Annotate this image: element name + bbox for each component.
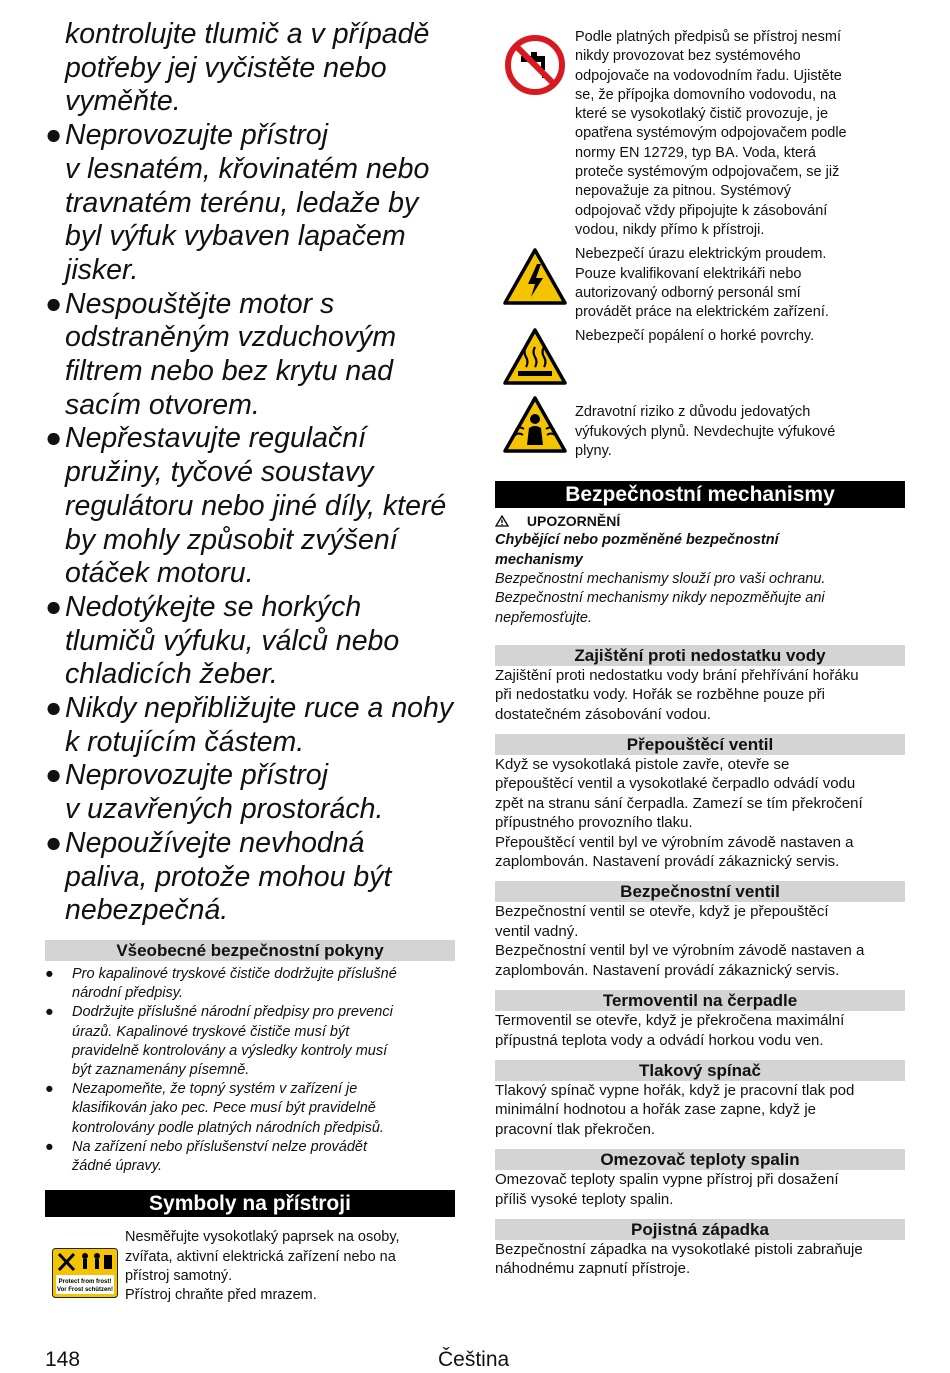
text-line: Bezpečnostní mechanismy slouží pro vaši ochranu. [495, 570, 826, 587]
text-line: k rotujícím částem. [65, 725, 305, 758]
text-line: Nepoužívejte nevhodná [65, 826, 365, 859]
bullet-item [45, 759, 455, 826]
bullet-item [45, 422, 455, 591]
symbol-row [495, 28, 905, 240]
text-line: Na zařízení nebo příslušenství nelze provádět [72, 1138, 367, 1155]
text-line: minimální hodnotou a hořák zase zapne, když je [495, 1101, 817, 1119]
text-line: mechanismy [495, 551, 583, 568]
section-heading: Omezovač teploty spalin [495, 1149, 905, 1170]
bullet-item [45, 692, 455, 759]
symbol-description [575, 245, 829, 322]
text-line: nikdy provozovat bez systémového [575, 48, 801, 65]
text-line: vyměňte. [65, 85, 181, 118]
label-line: Vor Frost schützen! [57, 1287, 113, 1294]
bullet-item [45, 119, 455, 288]
intro-text [45, 18, 455, 119]
text-line: Bezpečnostní západka na vysokotlaké pistoli zabraňuje [495, 1240, 863, 1258]
text-line: přípustného provozního tlaku. [495, 814, 693, 832]
warning-label-text: UPOZORNĚNÍ [526, 513, 621, 530]
text-line: přepouštěcí ventil a vysokotlaké čerpadlo odvádí vodu [495, 775, 856, 793]
bullet-dot: ● [45, 826, 63, 859]
text-line: Neprovozujte přístroj [65, 119, 328, 152]
bullet-dot: ● [45, 692, 63, 725]
section-heading: Bezpečnostní ventil [495, 881, 905, 902]
text-line: nepovažuje za pitnou. Systémový [575, 183, 792, 200]
text-line: Nepřestavujte regulační [65, 422, 367, 455]
text-line: při nedostatku vody. Hořák se rozběhne pouze při [495, 686, 825, 704]
section-heading-safety-mechanisms: Bezpečnostní mechanismy [495, 481, 905, 508]
text-line: dostatečném zásobování vodou. [495, 705, 711, 723]
symbol-row [495, 327, 905, 387]
text-line: Termoventil se otevře, když je překročena maximální [495, 1012, 845, 1030]
symbol-description [575, 395, 835, 461]
list-item [45, 1080, 455, 1138]
text-line: přípustná teplota vody a odvádí horkou vodu ven. [495, 1031, 824, 1049]
text-line: Nebezpečí úrazu elektrickým proudem. [575, 246, 827, 263]
text-line: odpojovače na vodovodním řadu. Ujistěte [575, 67, 842, 84]
no-direct-water-connection-icon [495, 28, 575, 96]
text-line: Nebezpečí popálení o horké povrchy. [575, 328, 815, 345]
bullet-dot: ● [45, 590, 63, 623]
text-line: Nezapomeňte, že topný systém v zařízení je [72, 1081, 358, 1098]
section-heading: Přepouštěcí ventil [495, 734, 905, 755]
page-number: 148 [45, 1348, 81, 1371]
text-line: v lesnatém, křovinatém nebo [65, 152, 430, 185]
bullet-dot: ● [45, 1004, 54, 1021]
bullet-dot: ● [45, 119, 63, 152]
text-line: Podle platných předpisů se přístroj nesmí [575, 29, 841, 45]
bullet-item [45, 591, 455, 692]
text-line: náhodnému zapnutí přístroje. [495, 1260, 691, 1278]
text-line: kontrolovány podle platných národních předpisů. [72, 1119, 384, 1136]
text-line: které se vysokotlaký čistič provozuje, je [575, 106, 829, 123]
general-safety-list [45, 965, 455, 1176]
text-line: Tlakový spínač vypne hořák, když je pracovní tlak pod [495, 1081, 855, 1099]
text-line: Bezpečnostní ventil byl ve výrobním závodě nastaven a [495, 942, 865, 960]
text-line: odpojovač vždy připojujte k zásobování [575, 202, 828, 219]
text-line: se, že přípojka domovního vodovodu, na [575, 86, 837, 103]
text-line: klasifikován jako pec. Pece musí být pravidelně [72, 1100, 376, 1117]
text-line: regulátoru nebo jiné díly, které [65, 489, 447, 522]
text-line: Pro kapalinové tryskové čističe dodržujte příslušné [72, 965, 397, 982]
text-line: tlumičů výfuku, válců nebo [65, 624, 400, 657]
footer-language: Čeština [438, 1348, 510, 1371]
section-heading: Zajištění proti nedostatku vody [495, 645, 905, 666]
left-column [45, 18, 455, 1305]
text-line: Omezovač teploty spalin vypne přístroj při dosažení [495, 1171, 839, 1189]
list-item [45, 1003, 455, 1080]
section-heading-general-safety: Všeobecné bezpečnostní pokyny [45, 940, 455, 961]
text-line: v uzavřených prostorách. [65, 793, 384, 826]
text-line: by mohly způsobit zvýšení [65, 523, 398, 556]
warning-triangle-icon [495, 515, 509, 527]
symbol-description [575, 28, 847, 240]
text-line: zpět na stranu sání čerpadla. Zamezí se tím překročení [495, 794, 863, 812]
text-line: příliš vysoké teploty spalin. [495, 1190, 674, 1208]
text-line: kontrolujte tlumič a v případě [65, 18, 430, 50]
text-line: byl výfuk vybaven lapačem [65, 220, 406, 253]
text-line: zaplombován. Nastavení provádí zákaznický servis. [495, 961, 840, 979]
bullet-dot: ● [45, 1138, 54, 1155]
text-line: nepřemosťujte. [495, 609, 593, 626]
section-text [495, 1081, 905, 1139]
bullet-dot: ● [45, 422, 63, 455]
text-line: vodou, nikdy přímo k přístroji. [575, 221, 765, 238]
text-line: otáček motoru. [65, 557, 254, 590]
text-line: Pouze kvalifikovaní elektrikáři nebo [575, 265, 802, 282]
text-line: Když se vysokotlaká pistole zavře, otevře se [495, 756, 790, 774]
section-text [495, 755, 905, 871]
right-column [495, 28, 905, 1279]
symbol-description [125, 1228, 400, 1305]
text-line: Přístroj chraňte před mrazem. [125, 1287, 317, 1304]
symbol-description [575, 327, 814, 346]
engine-safety-list [45, 18, 455, 928]
symbol-row [495, 395, 905, 461]
text-line: Zdravotní riziko z důvodu jedovatých [575, 404, 811, 421]
warning-label [495, 512, 905, 531]
text-line: odstraněným vzduchovým [65, 321, 397, 354]
label-line: Protect from frost! [58, 1279, 112, 1286]
section-text [495, 1240, 905, 1279]
text-line: chladicích žeber. [65, 658, 278, 691]
text-line: filtrem nebo bez krytu nad [65, 355, 393, 388]
text-line: Přepouštěcí ventil byl ve výrobním závodě nastaven a [495, 833, 854, 851]
text-line: nebezpečná. [65, 894, 229, 927]
text-line: opatřena systémovým odpojovačem podle [575, 125, 847, 142]
text-line: provádět práce na elektrickém zařízení. [575, 304, 829, 321]
text-line: Nespouštějte motor s [65, 287, 335, 320]
bullet-item [45, 288, 455, 423]
text-line: ventil vadný. [495, 922, 579, 940]
text-line: úrazů. Kapalinové tryskové čističe musí být [72, 1023, 350, 1040]
text-line: proteče systémovým odpojovačem, se již [575, 164, 840, 181]
text-line: Dodržujte příslušné národní předpisy pro prevenci [72, 1004, 393, 1021]
text-line: zaplombován. Nastavení provádí zákaznický servis. [495, 853, 840, 871]
text-line: národní předpisy. [72, 985, 183, 1002]
section-text [495, 1170, 905, 1209]
text-line: sacím otvorem. [65, 388, 260, 421]
section-text [495, 666, 905, 724]
text-line: zvířata, aktivní elektrická zařízení nebo na [125, 1248, 396, 1265]
symbol-row [45, 1228, 455, 1305]
text-line: Neprovozujte přístroj [65, 759, 328, 792]
text-line: přístroj samotný. [125, 1267, 233, 1284]
list-item [45, 965, 455, 1003]
section-heading: Pojistná západka [495, 1219, 905, 1240]
text-line: autorizovaný odborný personál smí [575, 284, 801, 301]
text-line: Nikdy nepřibližujte ruce a nohy [65, 692, 454, 725]
text-line: pravidelně kontrolovány a výsledky kontroly musí [72, 1042, 388, 1059]
text-line: Nedotýkejte se horkých [65, 590, 362, 623]
bullet-dot: ● [45, 965, 54, 982]
text-line: Bezpečnostní ventil se otevře, když je přepouštěcí [495, 903, 829, 921]
section-text [495, 902, 905, 980]
section-text [495, 1011, 905, 1050]
section-heading: Tlakový spínač [495, 1060, 905, 1081]
hot-surface-icon [495, 327, 575, 387]
text-line: normy EN 12729, typ BA. Voda, která [575, 144, 816, 161]
text-line: Zajištění proti nedostatku vody brání přehřívání hořáku [495, 666, 859, 684]
text-line: žádné úpravy. [72, 1158, 163, 1175]
symbol-row [495, 245, 905, 322]
text-line: Chybějící nebo pozměněné bezpečnostní [495, 532, 779, 549]
text-line: Bezpečnostní mechanismy nikdy nepozměňujte ani [495, 590, 825, 607]
warning-text [495, 531, 905, 627]
text-line: výfukových plynů. Nevdechujte výfukové [575, 423, 836, 440]
electric-hazard-icon [495, 245, 575, 307]
text-line: Nesměřujte vysokotlaký paprsek na osoby, [125, 1229, 400, 1246]
text-line: paliva, protože mohou být [65, 860, 392, 893]
toxic-gas-icon [495, 395, 575, 455]
bullet-dot: ● [45, 287, 63, 320]
section-heading: Termoventil na čerpadle [495, 990, 905, 1011]
text-line: být zaznamenány písemně. [72, 1062, 250, 1078]
text-line: jisker. [65, 253, 139, 286]
text-line: pružiny, tyčové soustavy [65, 456, 374, 489]
text-line: potřeby jej vyčistěte nebo [65, 51, 387, 84]
text-line: pracovní tlak překročen. [495, 1120, 656, 1138]
bullet-dot: ● [45, 1081, 54, 1098]
text-line: travnatém terénu, ledaže by [65, 186, 419, 219]
bullet-dot: ● [45, 759, 63, 792]
machine-label-icon [45, 1228, 125, 1298]
text-line: plyny. [575, 443, 612, 460]
section-heading-symbols: Symboly na přístroji [45, 1190, 455, 1217]
bullet-item [45, 827, 455, 928]
list-item [45, 1138, 455, 1176]
